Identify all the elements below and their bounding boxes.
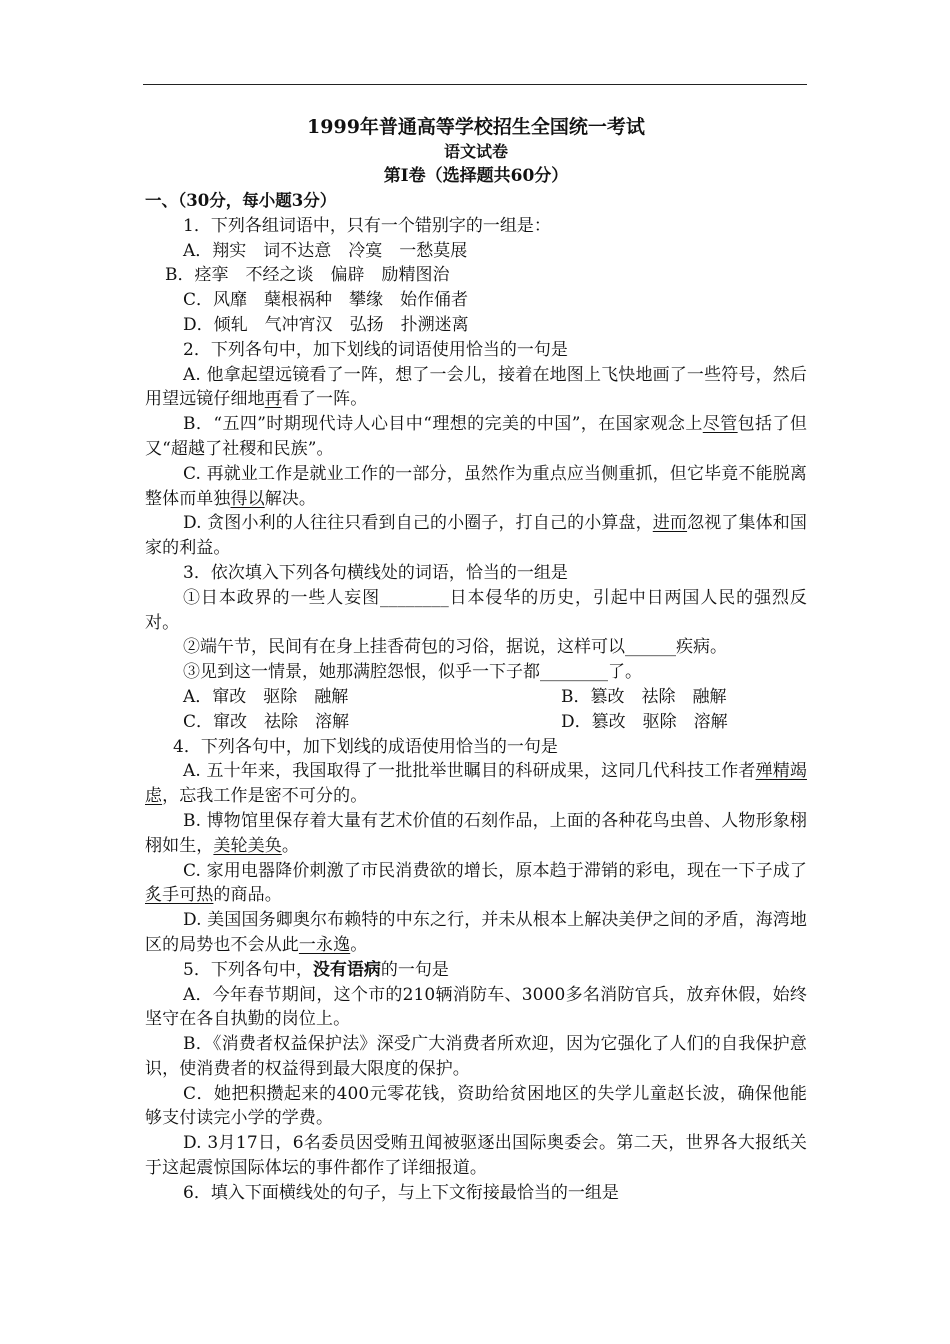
- question-2-option-a: [145, 363, 807, 413]
- underlined-word: 进而: [652, 513, 688, 534]
- option-text: A. 他拿起望远镜看了一阵，想了一会儿，接着在地图上飞快地画了一些符号，然后用望远镜仔细地: [145, 364, 807, 410]
- question-1-option-a: A．翔实 词不达意 冷寞 一愁莫展: [183, 240, 468, 261]
- underlined-idiom: 一永逸: [298, 934, 351, 955]
- underlined-idiom: 炙手可热: [145, 885, 214, 906]
- underlined-idiom: 殚精竭虑: [145, 761, 807, 807]
- underlined-word: 尽管: [702, 414, 738, 435]
- underlined-word: 再: [264, 389, 282, 410]
- underlined-idiom: 美轮美奂: [213, 835, 282, 856]
- underlined-word: 得以: [230, 488, 265, 509]
- question-3-options-row-2: [145, 710, 807, 735]
- question-5-option-a: A．今年春节期间，这个市的210辆消防车、3000多名消防官兵，放弃休假，始终坚守在各自执勤的岗位上。: [145, 984, 807, 1030]
- option-text: D. 美国国务卿奥尔布赖特的中东之行，并未从根本上解决美伊之间的矛盾，海湾地区的局势也不会从此: [145, 910, 807, 955]
- option-text: 的商品。: [213, 885, 282, 906]
- question-3-stem: 3．依次填入下列各句横线处的词语，恰当的一组是: [183, 562, 568, 583]
- exam-subtitle: 语文试卷: [443, 142, 508, 161]
- option-text: 看了一阵。: [281, 389, 368, 410]
- section-heading: 一、（30分，每小题3分）: [145, 191, 337, 210]
- question-5-option-d: D. 3月17日，6名委员因受贿丑闻被驱逐出国际奥委会。第二天，世界各大报纸关于这起震惊国际体坛的事件都作了详细报道。: [145, 1133, 807, 1179]
- question-4-option-d: [145, 908, 807, 958]
- question-3-sentence-3: ③见到这一情景，她那满腔怨恨，似乎一下子都________了。: [183, 662, 642, 683]
- question-5-stem: [145, 958, 807, 983]
- option-text: 。: [281, 835, 299, 856]
- question-5: [145, 958, 807, 1181]
- exam-content: [145, 112, 807, 1206]
- question-3: [145, 561, 807, 735]
- question-3-sentence-2: ②端午节，民间有在身上挂香荷包的习俗，据说，这样可以______疾病。: [183, 637, 727, 658]
- question-4-option-a: [145, 759, 807, 809]
- question-3-option-c: C．窜改 祛除 溶解: [183, 711, 350, 732]
- question-4-option-c: [145, 859, 807, 909]
- question-3-options-row-1: [145, 685, 807, 710]
- question-5-option-c: C．她把积攒起来的400元零花钱，资助给贫困地区的失学儿童赵长波，确保他能够支付读完小学的学费。: [145, 1083, 807, 1129]
- question-5-option-b: B．《消费者权益保护法》深受广大消费者所欢迎，因为它强化了人们的自我保护意识，使消费者的权益得到最大限度的保护。: [145, 1034, 807, 1079]
- question-1-stem: 1．下列各组词语中，只有一个错别字的一组是：: [183, 215, 551, 236]
- question-4-option-b: [145, 809, 807, 859]
- question-2: [145, 338, 807, 561]
- question-1-option-d: D．倾轧 气冲宵汉 弘扬 扑溯迷离: [183, 314, 469, 335]
- question-4-stem: 4．下列各句中，加下划线的成语使用恰当的一句是: [173, 736, 558, 757]
- part-title: 第Ⅰ卷（选择题共60分）: [383, 166, 569, 186]
- question-2-stem: 2．下列各句中，加下划线的词语使用恰当的一句是: [183, 339, 568, 360]
- option-text: 解决。: [264, 488, 317, 509]
- question-6-stem: 6．填入下面横线处的句子，与上下文衔接最恰当的一组是: [183, 1182, 619, 1203]
- question-3-option-d: D．篡改 驱除 溶解: [561, 711, 728, 732]
- question-4: [145, 735, 807, 958]
- option-text: C. 家用电器降价刺激了市民消费欲的增长，原本趋于滞销的彩电，现在一下子成了: [183, 860, 807, 881]
- stem-text: 5．下列各句中，: [183, 959, 313, 980]
- option-text: 。: [350, 934, 368, 955]
- option-text: D. 贪图小利的人往往只看到自己的小圈子，打自己的小算盘，: [183, 513, 653, 534]
- question-1-option-c: C．风靡 蘖根祸种 攀缘 始作俑者: [183, 290, 469, 311]
- question-2-option-c: [145, 462, 807, 512]
- question-1-option-b: B．痉挛 不经之谈 偏辟 励精图治: [165, 265, 450, 286]
- option-text: A. 五十年来，我国取得了一批批举世瞩目的科研成果，这同几代科技工作者: [183, 761, 756, 782]
- question-6: [145, 1181, 807, 1206]
- stem-emphasis: 没有语病: [312, 959, 381, 980]
- option-text: C. 再就业工作是就业工作的一部分，虽然作为重点应当侧重抓，但它毕竟不能脱离整体而单独: [145, 463, 807, 509]
- top-rule: [143, 84, 807, 85]
- question-3-option-a: A．窜改 驱除 融解: [183, 686, 349, 707]
- option-text: B．“五四”时期现代诗人心目中“理想的完美的中国”，在国家观念上: [183, 414, 703, 435]
- option-text: ，忘我工作是密不可分的。: [162, 786, 368, 807]
- question-2-option-d: [145, 511, 807, 561]
- question-3-sentence-1: ①日本政界的一些人妄图________日本侵华的历史，引起中日两国人民的强烈反对。: [145, 587, 807, 633]
- option-text: B. 博物馆里保存着大量有艺术价值的石刻作品，上面的各种花鸟虫兽、人物形象栩栩如生，: [145, 810, 807, 856]
- question-3-option-b: B．篡改 祛除 融解: [561, 686, 727, 707]
- question-1: [145, 214, 807, 338]
- question-2-option-b: [145, 412, 807, 462]
- stem-text: 的一句是: [380, 959, 449, 980]
- exam-title: 1999年普通高等学校招生全国统一考试: [307, 116, 645, 138]
- option-text: 忽视了集体和国家的利益。: [145, 513, 807, 559]
- option-text: 包括了但又“超越了社稷和民族”。: [145, 414, 807, 459]
